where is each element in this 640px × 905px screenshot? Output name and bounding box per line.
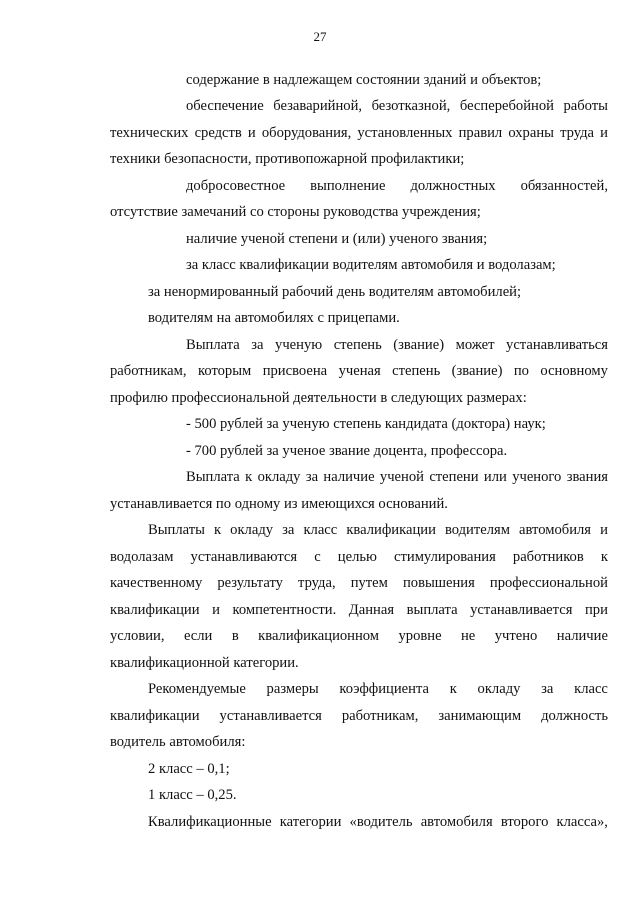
word: окладу — [230, 522, 274, 538]
word: качественному — [110, 575, 203, 591]
word: квалификации — [346, 522, 436, 538]
word: выполнение — [310, 178, 386, 194]
word: условии, — [110, 628, 165, 644]
word: присвоена — [262, 363, 328, 379]
word: занимающим — [438, 708, 522, 724]
text-line — [110, 362, 608, 380]
word: степени — [429, 469, 479, 485]
word: и — [600, 522, 608, 538]
word: и — [212, 602, 220, 618]
word: коэффициента — [339, 681, 430, 697]
word: окладу — [477, 681, 521, 697]
text-line: отсутствие замечаний со стороны руководства учреждения; — [110, 204, 481, 220]
text-line — [110, 707, 608, 725]
text-line — [148, 680, 608, 698]
word: класс — [303, 522, 338, 538]
word: уровне — [398, 628, 442, 644]
word: устанавливается — [470, 602, 573, 618]
word: наличие — [323, 469, 375, 485]
word: должностных — [410, 178, 496, 194]
word: и — [247, 125, 256, 141]
word: к — [600, 549, 608, 565]
word: класса», — [556, 814, 608, 830]
word: или — [483, 469, 507, 485]
word: Выплата — [186, 337, 240, 353]
word: если — [183, 628, 213, 644]
word: автомобиля — [420, 814, 493, 830]
word: к — [245, 469, 253, 485]
word: за — [251, 337, 264, 353]
word: в — [231, 628, 239, 644]
word: (звание) — [393, 337, 445, 353]
text-line — [110, 627, 608, 645]
word: к — [214, 522, 222, 538]
word: должность — [541, 708, 608, 724]
word: профессиональной — [489, 575, 608, 591]
word: ученую — [275, 337, 323, 353]
word: с — [314, 549, 321, 565]
text-line — [110, 548, 608, 566]
word: безотказной, — [371, 98, 451, 114]
word: наличие — [556, 628, 608, 644]
text-line: наличие ученой степени и (или) ученого звания; — [186, 231, 488, 247]
word: повышения — [402, 575, 475, 591]
word: безаварийной, — [273, 98, 363, 114]
word: устанавливаться — [506, 337, 608, 353]
text-line: устанавливается по одному из имеющихся оснований. — [110, 496, 448, 512]
word: Данная — [348, 602, 395, 618]
word: компетентности. — [232, 602, 337, 618]
word: водителям — [444, 522, 510, 538]
word: выплата — [406, 602, 458, 618]
word: основному — [540, 363, 608, 379]
word: Выплата — [186, 469, 240, 485]
word: целью — [337, 549, 377, 565]
page-number: 27 — [313, 29, 327, 44]
word: труда, — [298, 575, 336, 591]
word: охраны — [508, 125, 554, 141]
word: класс — [574, 681, 608, 697]
word: (звание) — [451, 363, 503, 379]
text-line — [148, 813, 608, 831]
word: работникам, — [341, 708, 419, 724]
word: установленных — [357, 125, 453, 141]
text-line — [148, 521, 608, 539]
word: стимулирования — [394, 549, 496, 565]
word: к — [449, 681, 457, 697]
text-line: 1 класс – 0,25. — [148, 787, 237, 803]
word: второго — [500, 814, 549, 830]
word: работникам, — [110, 363, 187, 379]
word: устанавливается — [219, 708, 322, 724]
word: правил — [458, 125, 503, 141]
word: окладу — [257, 469, 301, 485]
word: размеры — [266, 681, 319, 697]
text-line: профилю профессиональной деятельности в следующих размерах: — [110, 390, 527, 406]
word: обеспечение — [186, 98, 264, 114]
text-line — [186, 97, 608, 115]
word: квалификации — [110, 708, 200, 724]
text-line: содержание в надлежащем состоянии зданий и объектов; — [186, 72, 542, 88]
word: квалификации — [110, 602, 200, 618]
word: водолазам — [110, 549, 174, 565]
word: степень — [392, 363, 441, 379]
word: не — [461, 628, 476, 644]
word: за — [282, 522, 295, 538]
word: ученого — [512, 469, 562, 485]
word: Квалификационные — [148, 814, 272, 830]
text-line: - 500 рублей за ученую степень кандидата (доктора) наук; — [186, 416, 546, 432]
word: обязанностей, — [520, 178, 608, 194]
word: путем — [350, 575, 388, 591]
word: работников — [512, 549, 584, 565]
word: учтено — [494, 628, 538, 644]
text-line: 2 класс – 0,1; — [148, 761, 230, 777]
text-line: за ненормированный рабочий день водителям автомобилей; — [148, 284, 522, 300]
word: технических — [110, 125, 189, 141]
word: Выплаты — [148, 522, 205, 538]
text-line: - 700 рублей за ученое звание доцента, профессора. — [186, 443, 508, 459]
word: которым — [197, 363, 252, 379]
word: может — [455, 337, 495, 353]
word: за — [305, 469, 319, 485]
word: средств — [194, 125, 242, 141]
word: категории — [279, 814, 342, 830]
word: результату — [217, 575, 283, 591]
word: устанавливаются — [190, 549, 298, 565]
word: ученой — [379, 469, 424, 485]
text-line: водителям на автомобилях с прицепами. — [148, 310, 400, 326]
word: при — [585, 602, 608, 618]
word: добросовестное — [186, 178, 286, 194]
word: степень — [333, 337, 382, 353]
text-line: за класс квалификации водителям автомобиля и водолазам; — [186, 257, 556, 273]
word: автомобиля — [519, 522, 592, 538]
text-line — [186, 177, 608, 195]
text-line — [186, 336, 608, 354]
text-line: техники безопасности, противопожарной профилактики; — [110, 151, 465, 167]
word: и — [600, 125, 608, 141]
word: работы — [563, 98, 608, 114]
word: звания — [566, 469, 608, 485]
word: бесперебойной — [459, 98, 554, 114]
word: ученая — [338, 363, 381, 379]
text-line — [110, 601, 608, 619]
text-line — [110, 574, 608, 592]
word: квалификационном — [258, 628, 380, 644]
word: за — [541, 681, 554, 697]
word: Рекомендуемые — [148, 681, 246, 697]
word: по — [513, 363, 529, 379]
word: оборудования, — [261, 125, 352, 141]
text-line — [186, 468, 608, 486]
word: «водитель — [349, 814, 413, 830]
word: труда — [560, 125, 595, 141]
text-line: водитель автомобиля: — [110, 734, 246, 750]
text-line — [110, 124, 608, 142]
text-line: квалификационной категории. — [110, 655, 299, 671]
